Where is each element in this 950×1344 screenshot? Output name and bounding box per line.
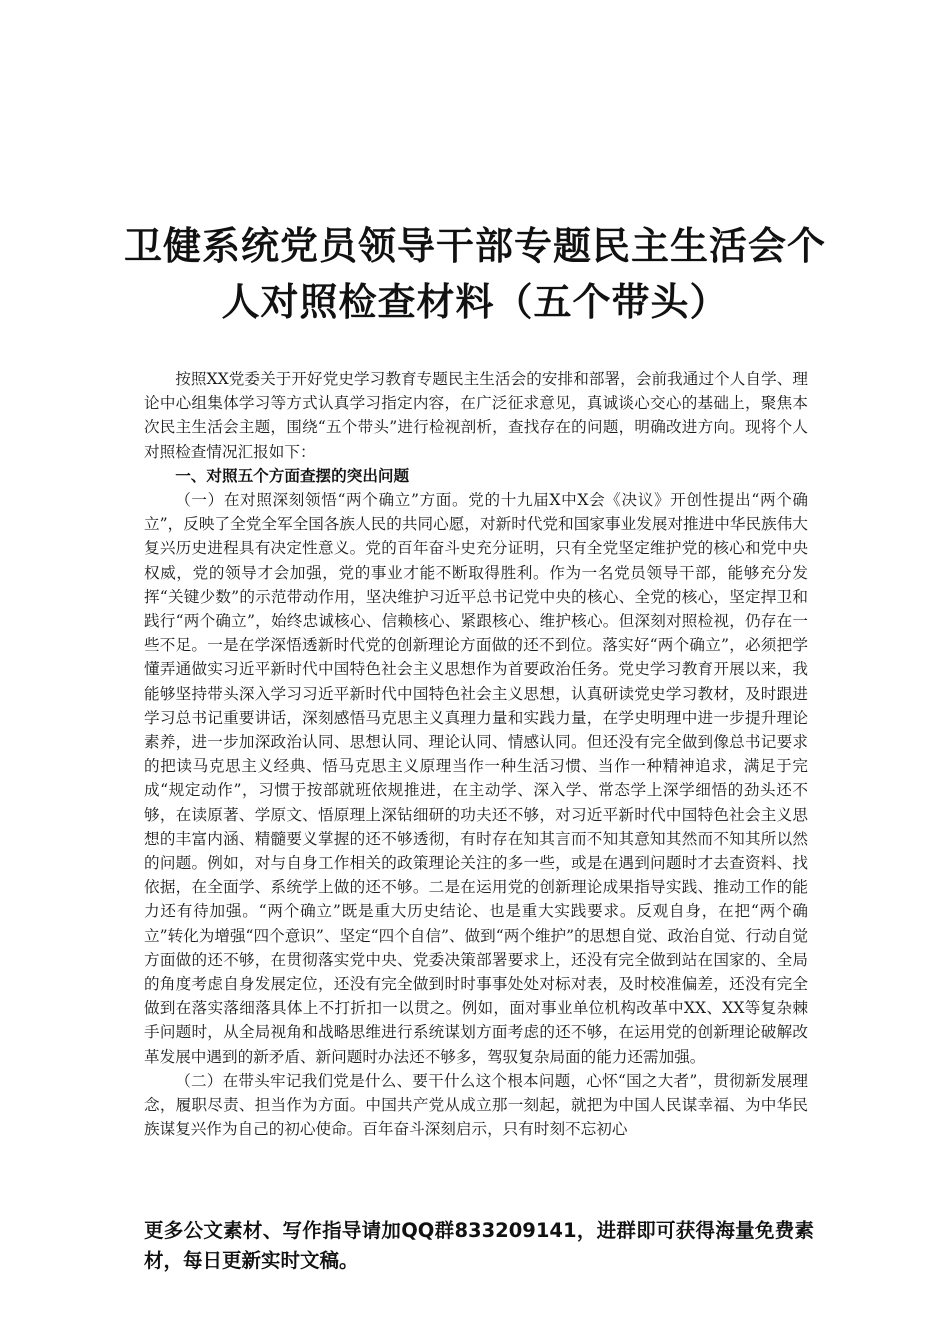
paragraph-2: （二）在带头牢记我们党是什么、要干什么这个根本问题，心怀“国之大者”，贯彻新发展理念，履职尽责、担当作为方面。中国共产党从成立那一刻起，就把为中国人民谋幸福、为中华民族谋复兴作为自己的初心使命。百年奋斗深刻启示，只有时刻不忘初心 [144,1071,808,1139]
intro-paragraph: 按照XX党委关于开好党史学习教育专题民主生活会的安排和部署，会前我通过个人自学、理论中心组集体学习等方式认真学习指定内容，在广泛征求意见，真诚谈心交心的基础上，聚焦本次民主生活会主题，围绕“五个带头”进行检视剖析，查找存在的问题，明确改进方向。现将个人对照检查情况汇报如下： [144,370,808,461]
document-body [144,367,808,1142]
document-title: 卫健系统党员领导干部专题民主生活会个人对照检查材料（五个带头） [123,223,826,324]
section-heading: 一、对照五个方面查摆的突出问题 [175,465,410,485]
paragraph-1: （一）在对照深刻领悟“两个确立”方面。党的十九届X中X会《决议》开创性提出“两个确立”，反映了全党全军全国各族人民的共同心愿，对新时代党和国家事业发展对推进中华民族伟大复兴历史进程具有决定性意义。党的百年奋斗史充分证明，只有全党坚定维护党的核心和党中央权威，党的领导才会加强，党的事业才能不断取得胜利。作为一名党员领导干部，能够充分发挥“关键少数”的示范带动作用，坚决维护习近平总书记党中央的核心、全党的核心，坚定捍卫和践行“两个确立”，始终忠诚核心、信赖核心、紧跟核心、维护核心。但深刻对照检视，仍存在一些不足。一是在学深悟透新时代党的创新理论方面做的还不到位。落实好“两个确立”，必须把学懂弄通做实习近平新时代中国特色社会主义思想作为首要政治任务。党史学习教育开展以来，我能够坚持带头深入学习习近平新时代中国特色社会主义思想，认真研读党史学习教材，及时跟进学习总书记重要讲话，深刻感悟马克思主义真理力量和实践力量，在学史明理中进一步提升理论素养，进一步加深政治认同、思想认同、理论认同、情感认同。但还没有完全做到像总书记要求的把读马克思主义经典、悟马克思主义原理当作一种生活习惯、当作一种精神追求，满足于完成“规定动作”，习惯于按部就班依规推进，在主动学、深入学、常态学上深学细悟的劲头还不够，在读原著、学原文、悟原理上深钻细研的功夫还不够，对习近平新时代中国特色社会主义思想的丰富内涵、精髓要义掌握的还不够透彻，有时存在知其言而不知其意知其然而不知其所以然的问题。例如，对与自身工作相关的政策理论关注的多一些，或是在遇到问题时才去查资料、找依据，在全面学、系统学上做的还不够。二是在运用党的创新理论成果指导实践、推动工作的能力还有待加强。“两个确立”既是重大历史结论、也是重大实践要求。反观自身，在把“两个确立”转化为增强“四个意识”、坚定“四个自信”、做到“两个维护”的思想自觉、政治自觉、行动自觉方面做的还不够，在贯彻落实党中央、党委决策部署要求上，还没有完全做到站在国家的、全局的角度考虑自身发展定位，还没有完全做到时时事事处处对标对表，及时校准偏差，还没有完全做到在落实落细落具体上不打折扣一以贯之。例如，面对事业单位机构改革中XX、XX等复杂棘手问题时，从全局视角和战略思维进行系统谋划方面考虑的还不够，在运用党的创新理论破解改革发展中遇到的新矛盾、新问题时办法还不够多，驾驭复杂局面的能力还需加强。 [144,491,808,1066]
footer-advertisement: 更多公文素材、写作指导请加QQ群833209141，进群即可获得海量免费素材，每日更新实时文稿。 [144,1219,814,1272]
